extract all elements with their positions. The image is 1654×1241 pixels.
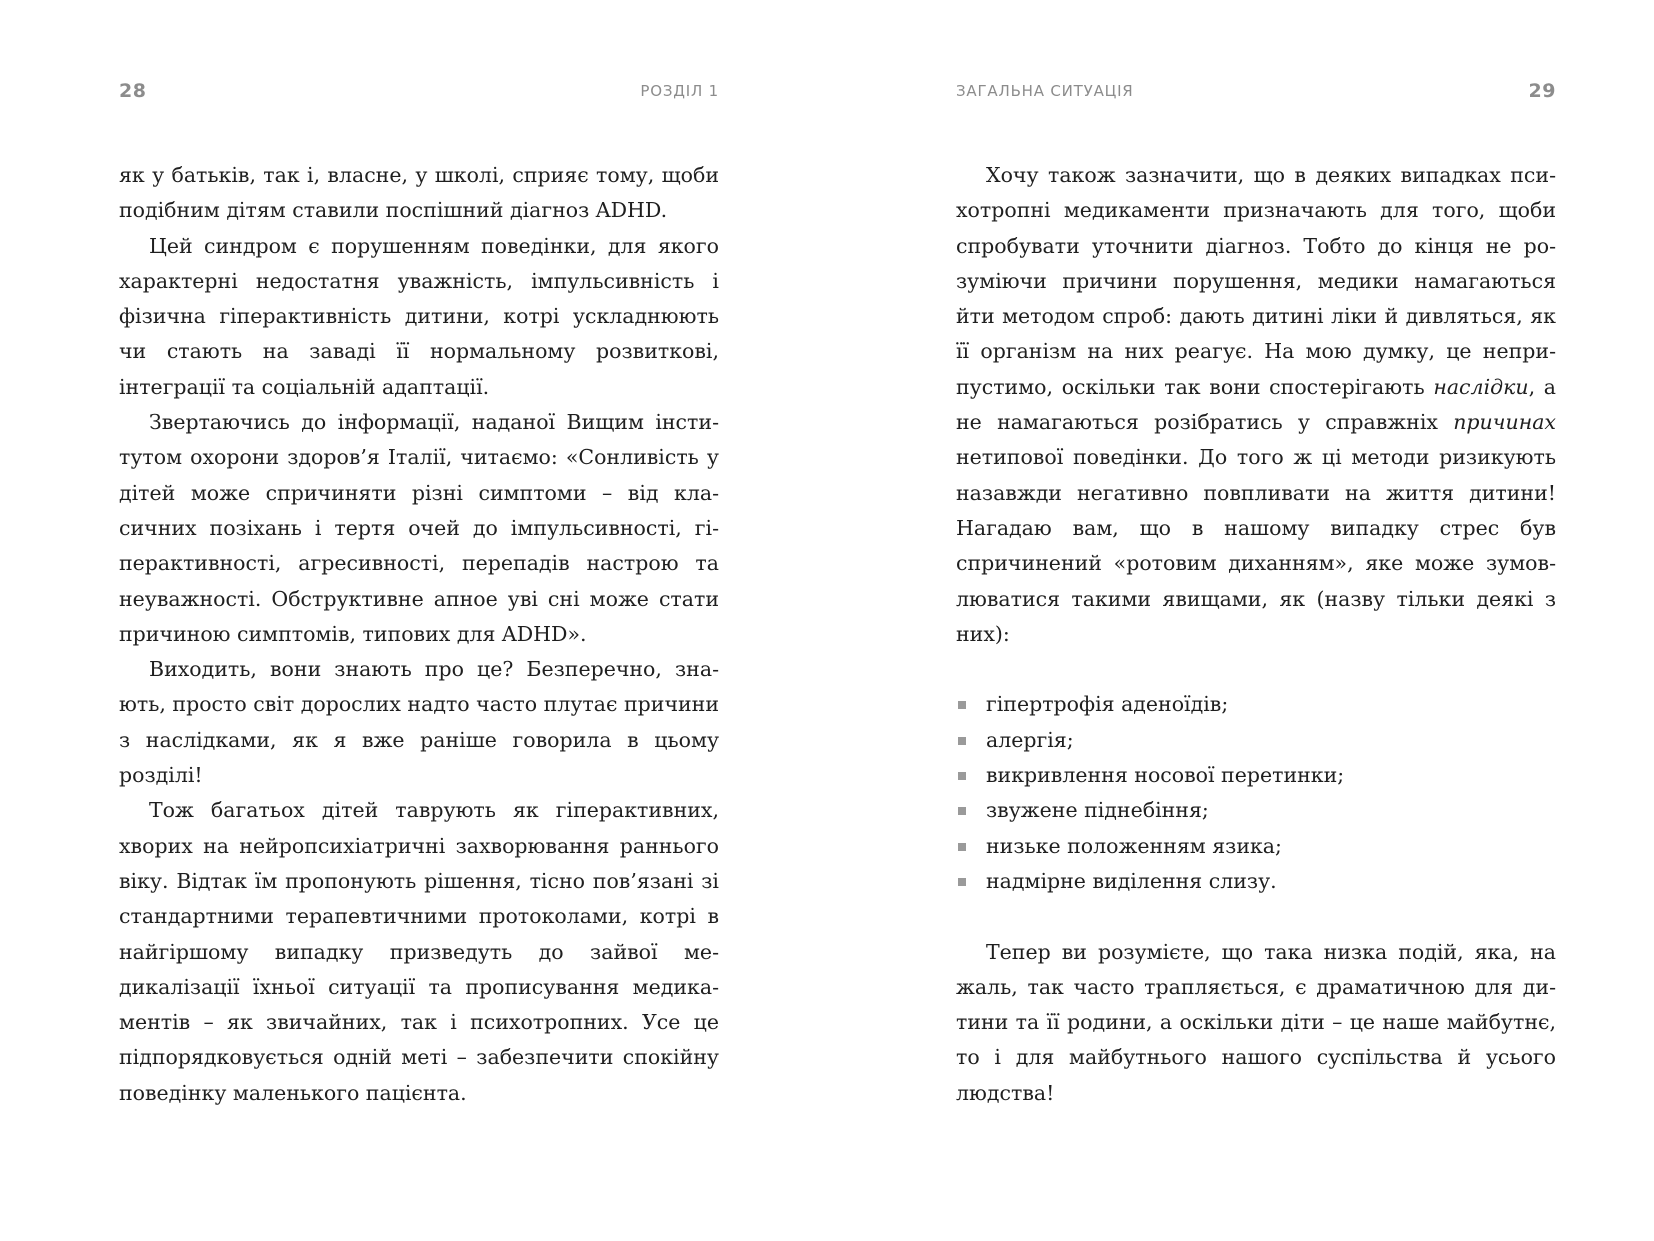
- list-item-text: алергія;: [986, 727, 1074, 752]
- list-item: [956, 758, 1556, 793]
- square-bullet-icon: [958, 701, 966, 709]
- right-body-text: [956, 158, 1556, 1111]
- intro-text-part-1: Хочу також зазначити, що в деяких випадках психотропні медикаменти призначають для того, щоби спробувати уточнити діагноз. Тобто до кінця не розуміючи причини порушення, медики намагаються йти методом спроб: дають дитині ліки й дивляться, як її організм на них реагує. На мою думку, це неприпустимо, оскільки так вони спостерігають: [956, 163, 1556, 399]
- left-paragraph-2: Цей синдром є порушенням поведінки, для якого характерні недостатня уважність, імпульсивність і фізична гіперактивність дитини, котрі ускладнюють чи стають на заваді її нормальному розвиткові, інтеграції та соціальній адаптації.: [119, 233, 719, 399]
- left-paragraph-1: як у батьків, так і, власне, у школі, сприяє тому, щоби подібним дітям ставили поспішний діагноз ADHD.: [119, 163, 719, 223]
- list-item: [956, 793, 1556, 828]
- list-item: [956, 687, 1556, 722]
- intro-text-part-2: , а не намагаються розібратись у справжніх: [956, 374, 1556, 435]
- square-bullet-icon: [958, 878, 966, 886]
- list-item-text: звужене піднебіння;: [986, 798, 1209, 823]
- left-body-text: [119, 158, 719, 1111]
- intro-emphasis-causes: причинах: [1453, 410, 1556, 435]
- causes-bullet-list: [956, 687, 1556, 899]
- square-bullet-icon: [958, 843, 966, 851]
- list-item: [956, 864, 1556, 899]
- list-item-text: викривлення носової перетинки;: [986, 763, 1345, 788]
- intro-emphasis-consequences: наслідки: [1433, 374, 1529, 399]
- left-paragraph-4: Виходить, вони знають про це? Безперечно, знають, просто світ дорослих надто часто плутає причини з наслідками, як я вже раніше говорила в цьому розділі!: [119, 657, 719, 788]
- intro-text-part-3: нетипової поведінки. До того ж ці методи ризикують назавжди негативно повпливати на життя дитини! Нагадаю вам, що в нашому випадку стрес був спричинений «ротовим диханням», яке може зумовлюватися такими явищами, як (назву тільки деякі з них):: [956, 445, 1556, 646]
- list-item: [956, 723, 1556, 758]
- right-intro-paragraph: [956, 158, 1556, 652]
- right-closing-paragraph: Тепер ви розумієте, що така низка подій, яка, на жаль, так часто трапляється, є драматичною для дитини та її родини, а оскільки діти – це наше майбутнє, то і для майбутнього нашого суспільства й усього людства!: [956, 939, 1556, 1105]
- right-running-head: [956, 80, 1556, 104]
- square-bullet-icon: [958, 737, 966, 745]
- right-page-number: 29: [1528, 80, 1556, 102]
- left-paragraph-5: Тож багатьох дітей таврують як гіперактивних, хворих на нейропсихіатричні захворювання раннього віку. Відтак їм пропонують рішення, тісно пов’язані зі стандартними терапевтичними протоколами, котрі в найгіршому випадку призведуть до зайвої медикалізації їхньої ситуації та прописування медикаментів – як звичайних, так і психотропних. Усе це підпорядковується одній меті – забезпечити спокійну поведінку маленького пацієнта.: [119, 798, 719, 1105]
- right-section-title: ЗАГАЛЬНА СИТУАЦІЯ: [956, 82, 1134, 100]
- list-item: [956, 829, 1556, 864]
- left-paragraph-3: Звертаючись до інформації, наданої Вищим інститутом охорони здоров’я Італії, читаємо: «Сонливість у дітей може спричиняти різні симптоми – від класичних позіхань і тертя очей до імпульсивності, гіперактивності, агресивності, перепадів настрою та неуважності. Обструктивне апное уві сні може стати причиною симптомів, типових для ADHD».: [119, 410, 719, 646]
- left-section-title: РОЗДІЛ 1: [640, 82, 719, 100]
- list-item-text: гіпертрофія аденоїдів;: [986, 692, 1229, 717]
- list-item-text: низьке положенням язика;: [986, 833, 1282, 858]
- square-bullet-icon: [958, 807, 966, 815]
- list-item-text: надмірне виділення слизу.: [986, 868, 1277, 893]
- left-page-number: 28: [119, 80, 147, 102]
- left-running-head: [119, 80, 719, 104]
- square-bullet-icon: [958, 772, 966, 780]
